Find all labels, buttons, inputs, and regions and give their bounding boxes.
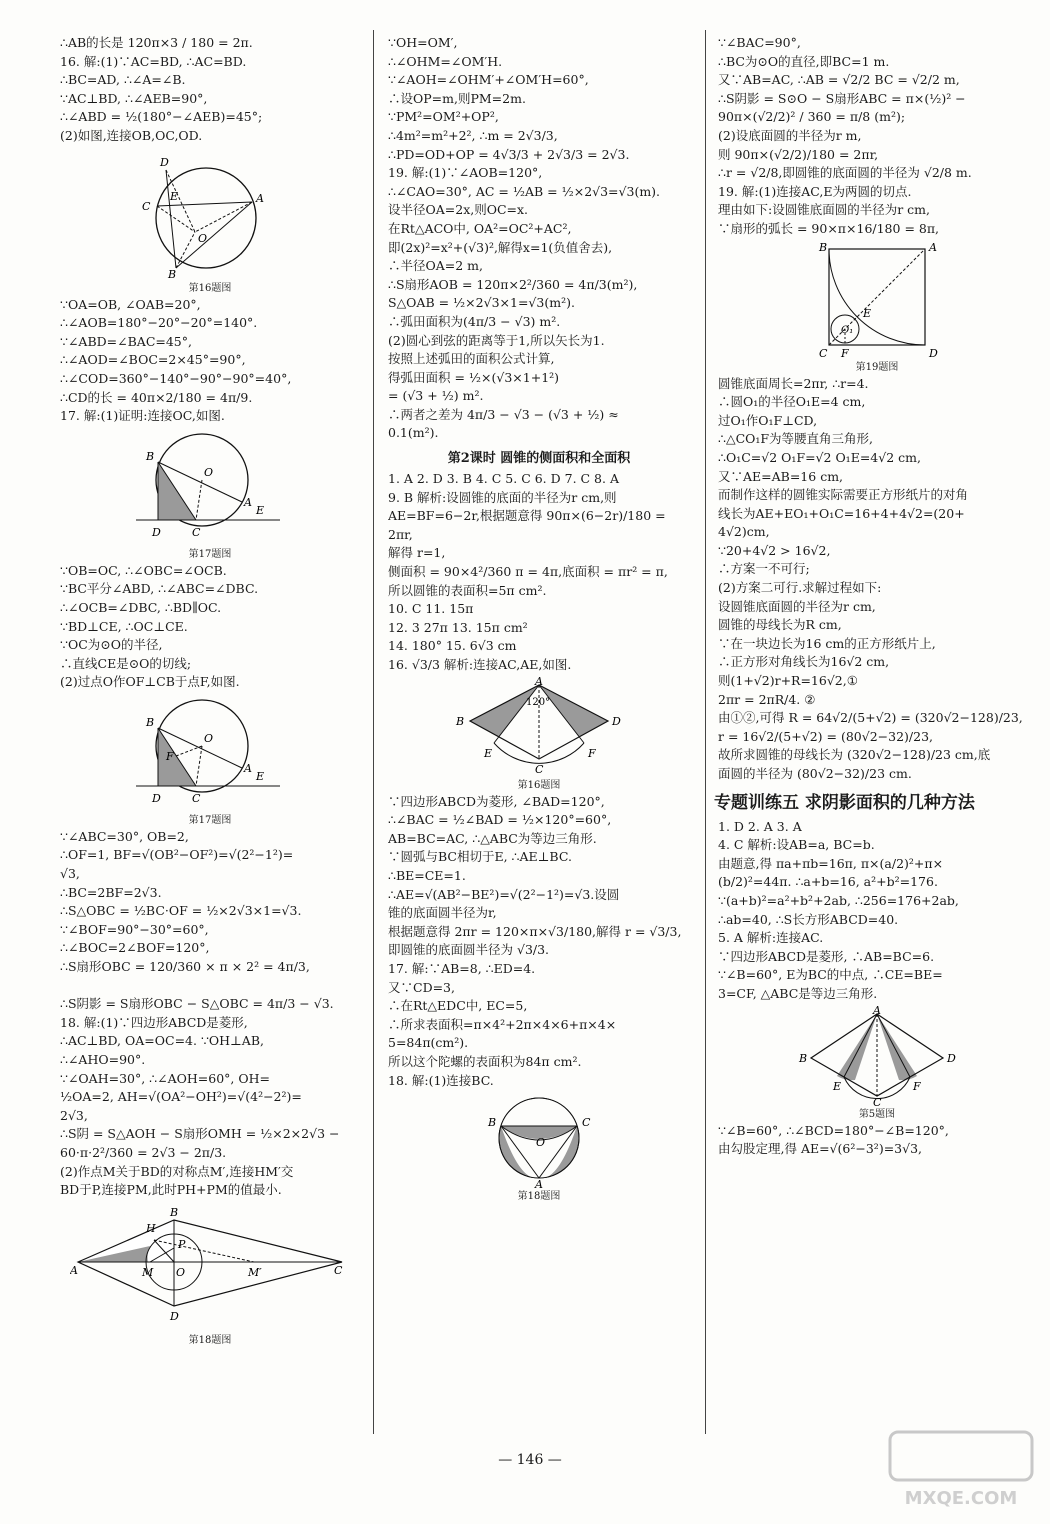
lesson-title: 第2课时 圆锥的侧面积和全面积 (447, 451, 631, 467)
text-line: ∴4m²=m²+2², ∴m = 2√3/3, (388, 127, 558, 143)
text-line: ∴O₁C=√2 O₁F=√2 O₁E=4√2 cm, (718, 449, 921, 465)
text-line: 60·π·2²/360 = 2√3 − 2π/3. (60, 1144, 227, 1160)
text-line: ∴方案一不可行; (718, 561, 810, 577)
text-line: 5. A 解析:连接AC. (718, 930, 824, 946)
text-line: ∵∠AOH=∠OHM′+∠OM′H=60°, (388, 72, 589, 88)
text-line: 在Rt△ACO中, OA²=OC²+AC², (388, 220, 572, 236)
text-line: ∵四边形ABCD是菱形, ∴AB=BC=6. (718, 948, 935, 964)
fig17a-label-b: B (146, 449, 155, 463)
fig18b-label-o: O (536, 1136, 546, 1150)
text-line: 线长为AE+EO₁+O₁C=16+4+4√2=(20+ (718, 505, 965, 521)
text-line: ∴PD=OD+OP = 4√3/3 + 2√3/3 = 2√3. (388, 146, 630, 162)
text-line: (2)设底面圆的半径为r m, (718, 127, 862, 143)
text-line: 即(2x)²=x²+(√3)²,解得x=1(负值舍去), (388, 239, 613, 255)
text-line: 面圆的半径为 (80√2−32)/23 cm. (718, 766, 912, 781)
text-line: (2)方案二可行.求解过程如下: (718, 580, 882, 596)
text-line: 10. C 11. 15π (388, 601, 474, 617)
fig17a-label-d: D (152, 525, 161, 539)
text-line: (2)如图,连接OB,OC,OD. (60, 127, 203, 143)
fig5-label-a: A (873, 1005, 881, 1017)
text-line: 16. √3/3 解析:连接AC,AE,如图. (388, 657, 572, 672)
fig17a-label-o: O (204, 465, 214, 479)
text-line: 18. 解:(1)连接BC. (388, 1072, 494, 1088)
text-line: 12. 3 27π 13. 15π cm² (388, 619, 528, 635)
text-line: ∴∠CAO=30°, AC = ½AB = ½×2√3=√3(m). (388, 183, 661, 199)
text-line: r = 16√2/(5+√2) = (80√2−32)/23, (718, 728, 933, 744)
text-line: ∴S阴影 = S扇形OBC − S△OBC = 4π/3 − √3. (60, 996, 334, 1012)
fig18a-label-o: O (176, 1265, 186, 1279)
text-line: ∴ab=40, ∴S长方形ABCD=40. (718, 911, 899, 927)
fig5-label-e: E (833, 1079, 842, 1093)
text-line: (2)圆心到弦的距离等于1,所以矢长为1. (388, 332, 605, 348)
fig18b-caption: 第18题图 (517, 1191, 561, 1203)
text-line: 过O₁作O₁F⊥CD, (718, 412, 818, 428)
text-line: ∴所求表面积=π×4²+2π×4×6+π×4× (388, 1016, 617, 1032)
fig19-label-d: D (929, 346, 938, 359)
text-line: ∵∠ABD=∠BAC=45°, (60, 333, 192, 349)
text-line: 所以这个陀螺的表面积为84π cm². (388, 1053, 582, 1069)
text-line (60, 977, 360, 996)
text-line: 理由如下:设圆锥底面圆的半径为r cm, (718, 202, 930, 218)
fig16-label-o: O (198, 231, 208, 245)
fig16b-label-angle: 120° (526, 696, 551, 708)
text-line: 17. 解:∵AB=8, ∴ED=4. (388, 960, 536, 976)
figure-5 (797, 1006, 957, 1106)
text-line: ∴半径OA=2 m, (388, 258, 484, 274)
fig16b-label-d: D (612, 714, 621, 728)
text-line: 由题意,得 πa+πb=16π, π×(a/2)²+π× (718, 855, 944, 871)
text-line: ∵扇形的弧长 = 90×π×16/180 = 8π, (718, 220, 940, 236)
fig18a-caption: 第18题图 (188, 1334, 232, 1346)
text-line: ∵在一块边长为16 cm的正方形纸片上, (718, 635, 936, 651)
text-line: 9. B 解析:设圆锥的底面的半径为r cm,则 (388, 489, 617, 505)
text-line: 18. 解:(1)∵四边形ABCD是菱形, (60, 1014, 248, 1030)
watermark-text: MXQE.COM (904, 1488, 1018, 1509)
text-line: ∴BC=AD, ∴∠A=∠B. (60, 72, 186, 88)
text-line: ∴直线CE是⊙O的切线; (60, 655, 192, 671)
text-line: ∴∠COD=360°−140°−90°−90°=40°, (60, 370, 292, 386)
text-line: ∴CD的长 = 40π×2/180 = 4π/9. (60, 389, 253, 405)
fig5-caption: 第5题图 (858, 1108, 896, 1120)
text-line: 又∵AE=AB=16 cm, (718, 468, 844, 484)
text-line: (b/2)²=44π. ∴a+b=16, a²+b²=176. (718, 874, 938, 890)
column-3-lines-b (718, 375, 1036, 784)
fig17b-label-d: D (152, 791, 161, 805)
text-line: 而制作这样的圆锥实际需要正方形纸片的对角 (718, 487, 969, 503)
figure-16 (140, 148, 280, 280)
text-line: 由①②,可得 R = 64√2/(5+√2) = (320√2−128)/23, (718, 710, 1023, 726)
text-line: ∵BC平分∠ABD, ∴∠ABC=∠DBC. (60, 581, 259, 597)
text-line: 锥的底面圆半径为r, (388, 905, 497, 921)
text-line: AB=BC=AC, ∴△ABC为等边三角形. (388, 830, 597, 846)
text-line: 则(1+√2)r+R=16√2,① (718, 673, 858, 689)
column-3 (714, 34, 1036, 1159)
page-number: — 146 — (498, 1452, 562, 1468)
text-line: 解得 r=1, (388, 545, 446, 561)
text-line: √3, (60, 866, 80, 882)
text-line: 19. 解:(1)连接AC,E为两圆的切点. (718, 183, 912, 199)
text-line: ∴∠OHM=∠OM′H. (388, 53, 503, 69)
text-line: ∴弧田面积为(4π/3 − √3) m². (388, 313, 561, 329)
fig18a-label-c: C (334, 1263, 343, 1277)
text-line: 得弧田面积 = ½×(√3×1+1²) (388, 369, 560, 385)
text-line: 按照上述弧田的面积公式计算, (388, 351, 555, 367)
text-line: (2)作点M关于BD的对称点M′,连接HM′交 (60, 1163, 294, 1179)
figure-17b (130, 694, 290, 812)
text-line: ∴S扇形OBC = 120/360 × π × 2² = 4π/3, (60, 959, 310, 975)
text-line: ∵∠B=60°, ∴∠BCD=180°−∠B=120°, (718, 1122, 949, 1138)
text-line: 2√3, (60, 1107, 88, 1123)
text-line: ∴∠BAC = ½∠BAD = ½×120°=60°, (388, 812, 612, 828)
text-line: 1. A 2. D 3. B 4. C 5. C 6. D 7. C 8. A (388, 471, 619, 487)
text-line: 14. 180° 15. 6√3 cm (388, 638, 517, 654)
text-line: ∵∠OAH=30°, ∴∠AOH=60°, OH= (60, 1070, 270, 1086)
text-line: S△OAB = ½×2√3×1=√3(m²). (388, 295, 575, 311)
text-line: ∴S△OBC = ½BC·OF = ½×2√3×1=√3. (60, 903, 302, 919)
text-line: ∴S阴 = S△AOH − S扇形OMH = ½×2×2√3 − (60, 1126, 340, 1142)
watermark-logo (886, 1426, 1036, 1514)
text-line: 圆锥底面周长=2πr, ∴r=4. (718, 375, 869, 391)
text-line: ∴∠AHO=90°. (60, 1052, 146, 1067)
column-3-lines-a (718, 34, 1036, 239)
column-1-lines-d (60, 828, 360, 1200)
text-line: ∵20+4√2 > 16√2, (718, 542, 831, 558)
fig17b-label-e: E (256, 769, 265, 783)
text-line: 又∵AB=AC, ∴AB = √2/2 BC = √2/2 m, (718, 72, 960, 88)
text-line: ∵四边形ABCD为菱形, ∠BAD=120°, (388, 793, 605, 809)
text-line: ∴设OP=m,则PM=2m. (388, 90, 526, 106)
fig19-caption: 第19题图 (855, 361, 899, 373)
text-line: 设半径OA=2x,则OC=x. (388, 202, 529, 218)
text-line: ∴两者之差为 4π/3 − √3 − (√3 + ½) ≈ (388, 406, 619, 422)
text-line: BD于P,连接PM,此时PH+PM的值最小. (60, 1182, 282, 1198)
fig16-caption: 第16题图 (188, 282, 232, 294)
text-line: ∴正方形对角线长为16√2 cm, (718, 654, 890, 670)
text-line: AE=BF=6−2r,根据题意得 90π×(6−2r)/180 = (388, 508, 666, 524)
fig17b-label-f: F (166, 749, 174, 763)
fig19-label-c: C (819, 346, 828, 359)
text-line: ∵AC⊥BD, ∴∠AEB=90°, (60, 90, 208, 106)
text-line: 5=84π(cm²). (388, 1035, 469, 1051)
special-training-title: 专题训练五 求阴影面积的几种方法 (714, 792, 975, 813)
fig16b-label-c: C (535, 762, 544, 776)
fig18a-label-mp: M′ (248, 1265, 262, 1279)
fig16b-label-a: A (535, 676, 543, 688)
text-line: 17. 解:(1)证明:连接OC,如图. (60, 408, 225, 424)
figure-18b (474, 1092, 604, 1188)
text-line: ∵BD⊥CE, ∴OC⊥CE. (60, 618, 188, 634)
fig19-label-b: B (819, 240, 828, 254)
fig18a-label-b: B (170, 1205, 179, 1219)
fig17b-label-a: A (244, 761, 252, 775)
column-2-lines-c (388, 793, 690, 1091)
text-line: ∴AC⊥BD, OA=OC=4. ∵OH⊥AB, (60, 1033, 264, 1049)
fig19-label-a: A (929, 240, 937, 254)
fig5-label-b: B (799, 1051, 808, 1065)
fig18a-label-p: P (178, 1237, 186, 1251)
column-1-lines-b (60, 296, 360, 426)
fig5-label-f: F (913, 1079, 921, 1093)
text-line: 4. C 解析:设AB=a, BC=b. (718, 837, 875, 853)
fig5-label-d: D (947, 1051, 956, 1065)
text-line: 2πr = 2πR/4. ② (718, 691, 816, 707)
text-line: ∴∠AOD=∠BOC=2×45°=90°, (60, 352, 246, 368)
figure-17a (130, 428, 290, 546)
text-line: ∵∠ABC=30°, OB=2, (60, 828, 189, 844)
figure-19 (807, 241, 947, 359)
text-line: ∴OF=1, BF=√(OB²−OF²)=√(2²−1²)= (60, 847, 294, 863)
text-line: 1. D 2. A 3. A (718, 818, 802, 834)
fig19-label-e: E (863, 306, 872, 320)
fig17b-caption: 第17题图 (188, 814, 232, 826)
text-line: 即圆锥的底面圆半径为 √3/3. (388, 942, 550, 958)
fig16-label-b: B (168, 267, 177, 280)
fig18a-label-h: H (146, 1221, 156, 1235)
text-line: ∴∠ABD = ½(180°−∠AEB)=45°; (60, 109, 263, 125)
fig16-label-a: A (256, 191, 264, 205)
text-line: ∵∠BAC=90°, (718, 35, 801, 50)
text-line: ∵PM²=OM²+OP², (388, 109, 499, 125)
text-line: ∵∠B=60°, E为BC的中点, ∴CE=BE= (718, 967, 943, 983)
figure-18a (70, 1202, 350, 1332)
fig17a-label-c: C (192, 525, 201, 539)
fig17a-label-a: A (244, 495, 252, 509)
column-divider-1 (373, 30, 374, 1434)
column-2-lines-b (388, 470, 690, 675)
text-line: ∴S阴影 = S⊙O − S扇形ABC = π×(½)² − (718, 90, 966, 106)
text-line: ∴∠AOB=180°−20°−20°=140°. (60, 315, 258, 331)
fig18a-label-a: A (70, 1263, 78, 1277)
fig18a-label-d: D (170, 1309, 179, 1323)
text-line: 16. 解:(1)∵AC=BD, ∴AC=BD. (60, 53, 247, 69)
text-line: (2)过点O作OF⊥CB于点F,如图. (60, 674, 240, 690)
text-line: ∴△CO₁F为等腰直角三角形, (718, 431, 874, 447)
text-line: 所以圆锥的表面积=5π cm². (388, 582, 547, 598)
column-3-lines-c (718, 818, 1036, 1004)
fig16b-label-f: F (588, 746, 596, 760)
text-line: ∵OC为⊙O的半径, (60, 637, 163, 653)
fig18b-label-a: A (535, 1178, 543, 1189)
fig17b-label-b: B (146, 715, 155, 729)
text-line: ∴在Rt△EDC中, EC=5, (388, 998, 528, 1014)
fig17a-label-e: E (256, 503, 265, 517)
figure-16b (454, 677, 624, 777)
text-line: ∴r = √2/8,即圆锥的底面圆的半径为 √2/8 m. (718, 165, 972, 181)
fig17a-caption: 第17题图 (188, 548, 232, 560)
text-line: 90π×(√2/2)² / 360 = π/8 (m²); (718, 109, 906, 125)
fig18b-label-c: C (582, 1116, 591, 1130)
text-line: 由勾股定理,得 AE=√(6²−3²)=3√3, (718, 1141, 923, 1157)
fig19-label-f: F (841, 346, 849, 359)
column-1 (60, 34, 360, 1348)
fig16-label-d: D (160, 155, 169, 169)
text-line: 设圆锥底面圆的半径为r cm, (718, 598, 876, 614)
text-line: ∵OA=OB, ∠OAB=20°, (60, 296, 201, 312)
text-line: ∴BE=CE=1. (388, 867, 466, 883)
text-line: ∴AB的长是 120π×3 / 180 = 2π. (60, 35, 253, 50)
text-line: 侧面积 = 90×4²/360 π = 4π,底面积 = πr² = π, (388, 564, 668, 580)
text-line: 4√2)cm, (718, 524, 770, 540)
text-line: 19. 解:(1)∵∠AOB=120°, (388, 165, 543, 181)
text-line: ∴AE=√(AB²−BE²)=√(2²−1²)=√3.设圆 (388, 886, 620, 902)
text-line: 3=CF, △ABC是等边三角形. (718, 985, 878, 1001)
text-line: ½OA=2, AH=√(OA²−OH²)=√(4²−2²)= (60, 1089, 302, 1105)
text-line: ∵(a+b)²=a²+b²+2ab, ∴256=176+2ab, (718, 892, 959, 908)
text-line: ∴圆O₁的半径O₁E=4 cm, (718, 394, 866, 410)
column-3-lines-d (718, 1122, 1036, 1159)
fig19-label-o1: O₁ (841, 324, 854, 336)
column-2 (388, 34, 690, 1204)
fig17b-label-c: C (192, 791, 201, 805)
fig16-label-e: E (170, 189, 179, 203)
column-2-lines-a (388, 34, 690, 443)
text-line: 根据题意得 2πr = 120×π×√3/180,解得 r = √3/3, (388, 923, 682, 939)
column-1-lines-c (60, 562, 360, 692)
text-line: ∴∠OCB=∠DBC, ∴BD∥OC. (60, 599, 222, 615)
fig16b-label-b: B (456, 714, 465, 728)
text-line: 2πr, (388, 526, 413, 542)
text-line: = (√3 + ½) m². (388, 388, 484, 404)
column-1-lines-a (60, 34, 360, 146)
text-line: 又∵CD=3, (388, 979, 455, 995)
column-divider-2 (705, 30, 706, 1434)
text-line: 故所求圆锥的母线长为 (320√2−128)/23 cm,底 (718, 747, 991, 763)
fig16b-label-e: E (484, 746, 493, 760)
fig16-label-c: C (142, 199, 151, 213)
text-line: ∴S扇形AOB = 120π×2²/360 = 4π/3(m²), (388, 276, 638, 292)
text-line: 圆锥的母线长为R cm, (718, 617, 842, 633)
fig16b-caption: 第16题图 (517, 779, 561, 791)
fig5-label-c: C (873, 1095, 882, 1106)
fig17b-label-o: O (204, 731, 214, 745)
text-line: ∵OB=OC, ∴∠OBC=∠OCB. (60, 562, 227, 578)
text-line: ∴∠BOC=2∠BOF=120°, (60, 940, 210, 956)
text-line: 0.1(m²). (388, 425, 439, 441)
text-line: ∵OH=OM′, (388, 35, 458, 50)
text-line: ∴BC为⊙O的直径,即BC=1 m. (718, 53, 890, 69)
text-line: ∴BC=2BF=2√3. (60, 884, 162, 900)
fig18a-label-m: M (142, 1265, 154, 1279)
text-line: ∵圆弧与BC相切于E, ∴AE⊥BC. (388, 849, 572, 865)
text-line: ∵∠BOF=90°−30°=60°, (60, 921, 209, 937)
text-line: 则 90π×(√2/2)/180 = 2πr, (718, 146, 879, 162)
fig18b-label-b: B (488, 1116, 497, 1130)
